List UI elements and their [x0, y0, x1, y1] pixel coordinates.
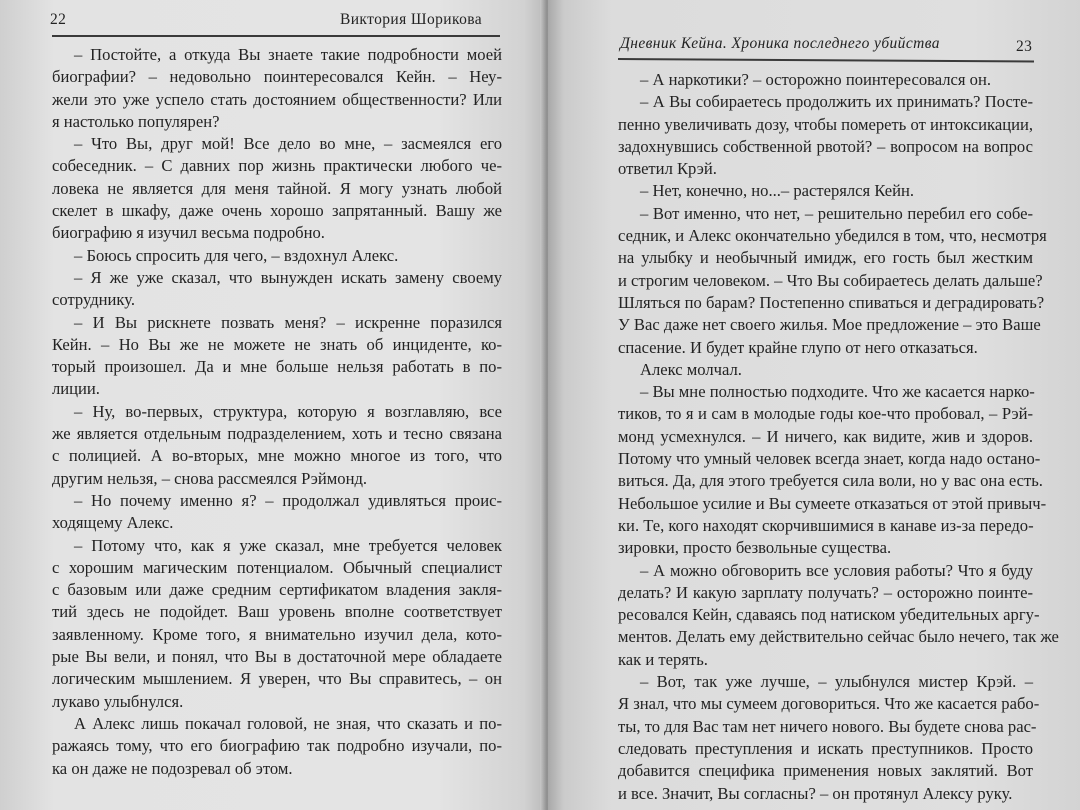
text-line: с полицией. А во-вторых, мне можно многое из того, что	[52, 446, 502, 466]
text-line: – Вот, так уже лучше, – улыбнулся мистер Крэй. –	[640, 672, 1033, 692]
text-line: Шляться по барам? Постепенно спиваться и деградировать?	[618, 292, 1045, 312]
text-line: – Что Вы, друг мой! Все дело во мне, – засмеялся его	[74, 134, 502, 154]
text-line: другим нельзя, – снова рассмеялся Рэймонд.	[52, 468, 368, 488]
page-body	[618, 69, 1059, 805]
text-line: собеседник. – С давних пор жизнь практически любого че-	[52, 156, 502, 176]
text-line: – А можно обговорить все условия работы? Что я буду	[640, 560, 1033, 580]
text-line: и строгим человеком. – Что Вы собираетесь делать дальше?	[618, 270, 1043, 290]
text-line: – Но почему именно я? – продолжал удивляться проис-	[74, 490, 502, 510]
text-line: следовать преступления и искать преступников. Просто	[618, 738, 1033, 758]
text-line: с хорошим магическим потенциалом. Обычный специалист	[52, 557, 502, 577]
text-line: ходящему Алекс.	[52, 513, 174, 533]
text-line: – Я же уже сказал, что вынужден искать замену своему	[74, 267, 502, 287]
text-line: логическим мышлением. Я уверен, что Вы справитесь, – он	[52, 669, 502, 689]
text-line: лукаво улыбнулся.	[52, 691, 184, 711]
text-line: спасение. И будет крайне глупо от него отказаться.	[618, 337, 978, 357]
text-line: – И Вы рискнете позвать меня? – искренне поразился	[74, 312, 502, 332]
text-line: – Вы мне полностью подходите. Что же касается нарко-	[640, 382, 1035, 402]
text-line: – А наркотики? – осторожно поинтересовался он.	[640, 70, 991, 89]
text-line: Я знал, что мы сумеем договориться. Что же касается рабо-	[618, 694, 1040, 714]
text-line: виться. Да, для этого требуется сила воли, но у вас она есть.	[618, 471, 1043, 491]
text-line: седник, и Алекс окончательно убедился в том, что, несмотря	[618, 226, 1047, 246]
text-line: жели это уже успело стать достоянием общественности? Или	[52, 89, 502, 109]
text-line: задохнувшись собственной рвотой? – вопросом на вопрос	[618, 136, 1033, 156]
text-line: биографию я изучил весьма подробно.	[52, 223, 325, 243]
text-line: как и терять.	[618, 649, 708, 669]
text-line: с базовым или даже средним сертификатом владения закля-	[52, 580, 502, 600]
text-line: добавится специфика применения новых заклятий. Вот	[618, 761, 1033, 781]
text-line: скелет в шкафу, даже очень хорошо запрятанный. Вашу же	[52, 201, 502, 221]
text-line: ответил Крэй.	[618, 159, 717, 179]
text-line: – Боюсь спросить для чего, – вздохнул Алекс.	[74, 245, 399, 265]
page-body	[52, 44, 502, 780]
text-line: ты, то для Вас там нет ничего нового. Вы будете снова рас-	[618, 716, 1037, 736]
text-line: ловека не является для меня тайной. Я могу узнать любой	[52, 178, 502, 198]
text-line: ресовался Кейн, сдаваясь под натиском убедительных аргу-	[618, 605, 1040, 625]
text-line: делать? И какую зарплату получать? – осторожно поинте-	[618, 582, 1033, 602]
text-line: тий здесь не подойдет. Ваш уровень вполне соответствует	[52, 602, 502, 622]
header-rule	[52, 35, 500, 37]
text-line: – Нет, конечно, но...– растерялся Кейн.	[640, 181, 915, 201]
text-line: Небольшое усилие и Вы сумеете отказаться от этой привыч-	[618, 493, 1047, 513]
text-line: Кейн. – Но Вы же не можете не знать об инциденте, ко-	[52, 334, 502, 354]
text-line: зировки, просто безвольные существа.	[618, 538, 892, 558]
text-line: и все. Значит, Вы согласны? – он протянул Алексу руку.	[618, 783, 1013, 803]
text-line: на улыбку и необычный имидж, его гость был жестким	[618, 248, 1033, 268]
text-line: – Постойте, а откуда Вы знаете такие подробности моей	[74, 45, 502, 64]
text-line: заявленному. Кроме того, я внимательно изучил дела, кото-	[52, 624, 502, 644]
text-line: торый произошел. Да и мне больше нельзя работать в по-	[52, 357, 502, 377]
text-line: – Потому что, как я уже сказал, мне требуется человек	[74, 535, 502, 555]
text-line: лиции.	[52, 379, 100, 399]
text-line: ки. Те, кого находят скорчившимися в канаве из-за передо-	[618, 515, 1034, 535]
right-page	[548, 0, 1080, 810]
page-number: 23	[1016, 38, 1033, 55]
text-line: ка он даже не подозревал об этом.	[52, 758, 293, 778]
text-line: Потому что умный человек всегда знает, когда надо остано-	[618, 449, 1041, 469]
text-line: биографии? – недовольно поинтересовался Кейн. – Неу-	[52, 67, 502, 87]
text-line: сотруднику.	[52, 290, 136, 310]
text-line: рые Вы вели, и понял, что Вы в достаточной мере обладаете	[52, 647, 502, 667]
text-line: А Алекс лишь покачал головой, не зная, что сказать и по-	[74, 713, 502, 733]
text-line: У Вас даже нет своего жилья. Мое предложение – это Ваше	[618, 315, 1041, 335]
text-line: монд усмехнулся. – И ничего, как видите, жив и здоров.	[618, 426, 1033, 446]
text-line: ражаясь тому, что его биографию так подробно изучали, по-	[52, 736, 502, 756]
text-line: ментов. Делать ему действительно сейчас было нечего, так же	[618, 627, 1059, 647]
text-line: тиков, то я и сам в молодые годы кое-что пробовал, – Рэй-	[618, 404, 1033, 424]
header-rule	[618, 58, 1034, 62]
running-head: Дневник Кейна. Хроника последнего убийства	[620, 35, 940, 52]
text-line: пенно увеличивать дозу, чтобы помереть от интоксикации,	[618, 114, 1033, 134]
text-line: – Вот именно, что нет, – решительно перебил его собе-	[640, 203, 1033, 223]
text-line: – А Вы собираетесь продолжить их принимать? Посте-	[640, 92, 1033, 112]
text-line: же является отдельным подразделением, хоть и тесно связана	[52, 424, 502, 444]
running-head: Виктория Шорикова	[340, 11, 483, 28]
text-line: Алекс молчал.	[640, 359, 742, 379]
text-line: я настолько популярен?	[52, 111, 220, 131]
page-number: 22	[50, 11, 67, 28]
text-line: – Ну, во-первых, структура, которую я возглавляю, все	[74, 401, 502, 421]
